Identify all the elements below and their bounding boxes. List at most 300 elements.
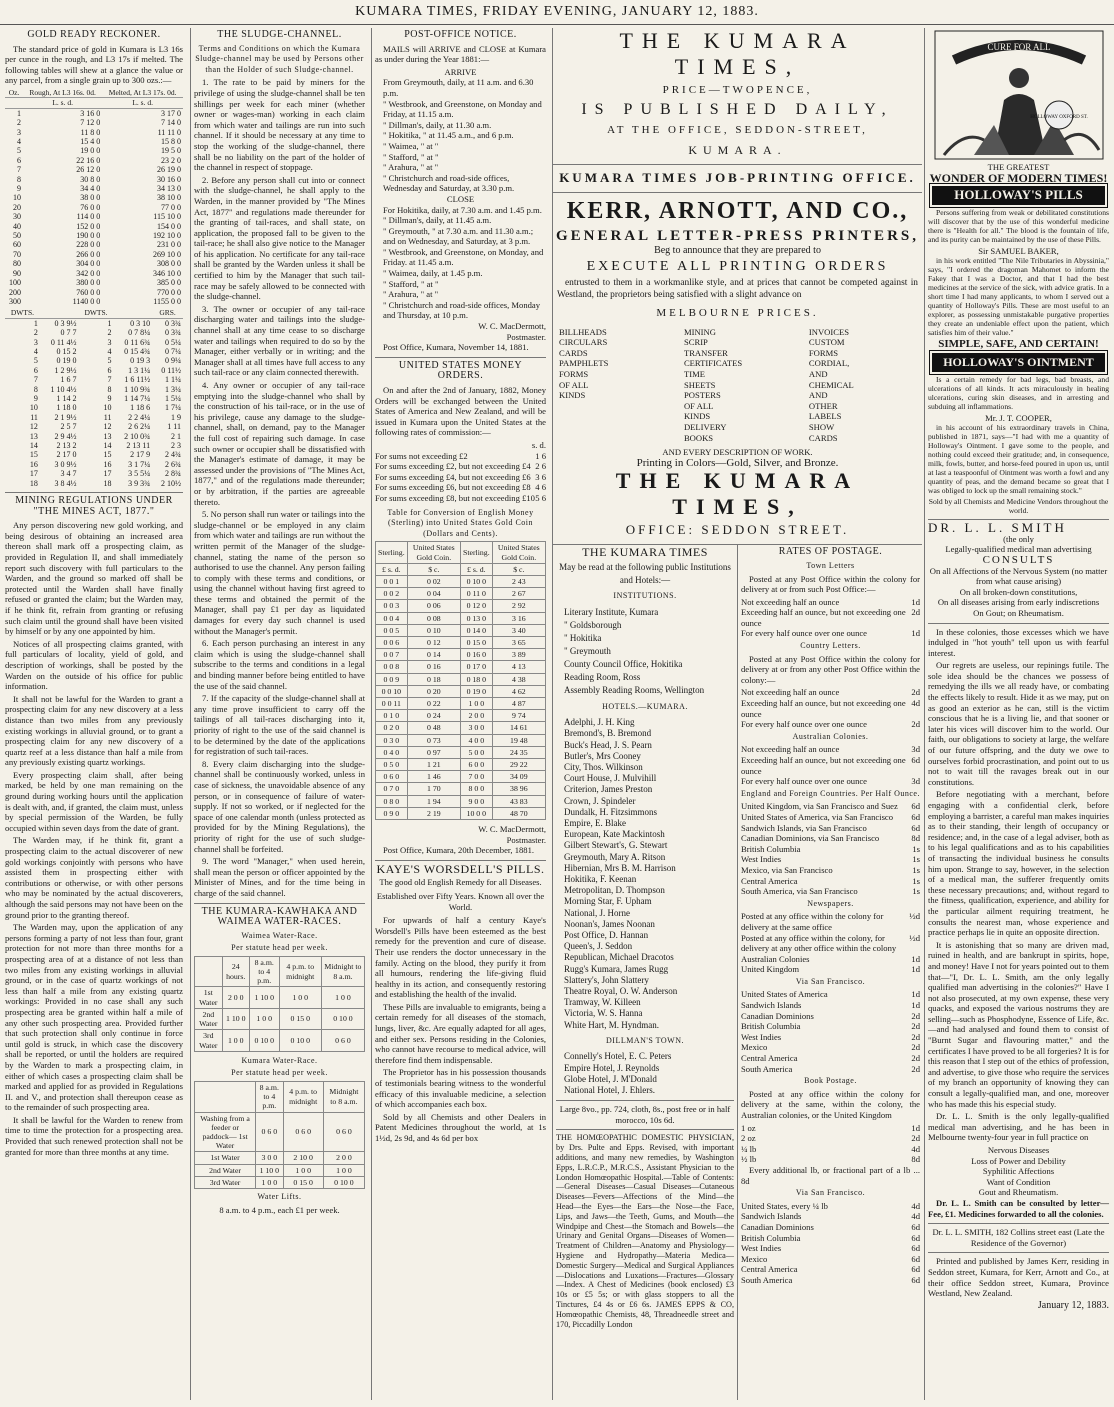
conversion-cell: 34 09: [492, 771, 545, 783]
conversion-cell: 0 3 0: [376, 734, 408, 746]
conversion-cell: 14 61: [492, 722, 545, 734]
conversion-table: [375, 541, 546, 820]
close-line: " Dillman's, daily, at 11.45 a.m.: [383, 215, 492, 226]
dwts-cell: 8: [107, 384, 112, 394]
gold-cell: 5: [17, 146, 21, 156]
smith-only: (the only: [1003, 533, 1034, 544]
rate-value: 3 6: [535, 471, 546, 482]
rate-label: Australian Colonies: [741, 953, 810, 964]
dwts-cell: 11: [103, 412, 112, 422]
gold-cell: 22 16 0: [76, 155, 101, 165]
kaye-sub: The good old English Remedy for all Diseases.: [379, 877, 542, 888]
table-row: [5, 441, 183, 450]
conversion-cell: 1 46: [407, 771, 460, 783]
rate-value: 1s: [912, 843, 920, 854]
mining-paragraph: It shall not be lawful for the Warden to grant a prospecting claim for any new discovery at a less distance than two miles from any previously existing workings in alluvial ground, or to grant a prospecting claim for any new discovery of a quartz reef at a less distance than half a mile from any previously existing quartz workings.: [5, 693, 183, 768]
rate-row: [741, 597, 920, 608]
rate-row: [741, 844, 920, 855]
table-row: [5, 318, 183, 328]
rate-label: Canadian Dominions, via San Francisco: [741, 833, 880, 844]
gold-cell: 192 10 0: [153, 231, 181, 241]
dwts-cell: 0 3¾: [165, 318, 181, 328]
waimea-cell: 2nd Water: [195, 1008, 223, 1029]
gold-cell: 190 0 0: [76, 231, 101, 241]
table-row: [376, 612, 546, 624]
rate-label: British Columbia: [741, 1021, 801, 1032]
dwts-cell: 2 10½: [161, 478, 181, 488]
hotel-item: Noonan's, James Noonan: [564, 918, 655, 929]
entrusted-text: entrusted to them in a workmanlike style, and at prices that cannot be competed against in Westland, the proprietors being satisfied with a slight advance on: [557, 277, 918, 300]
gold-cell: 30 8 0: [80, 174, 101, 184]
dwts-cell: 1 18 0: [56, 403, 77, 413]
table-row: [5, 422, 183, 431]
money-signature-role: Postmaster.: [506, 834, 546, 845]
read-sub: May be read at the following public Institutions and Hotels:—: [559, 561, 731, 585]
conversion-cell: 19 48: [492, 734, 545, 746]
close-lines: [375, 205, 546, 322]
dwts-cell: 8: [33, 384, 38, 394]
table-row: [376, 710, 546, 722]
arrive-lines: [375, 77, 546, 194]
rate-row: [741, 1123, 920, 1134]
kumara-race-cell: 1st Water: [195, 1152, 256, 1164]
smith-line: On all diseases arising from early indiscretions: [937, 597, 1100, 608]
rate-value: 2d: [911, 1063, 920, 1074]
table-row: [5, 297, 183, 306]
table-header-row: [195, 956, 365, 987]
table-header-cell: United States Gold Coin.: [492, 542, 545, 563]
table-header-row: [376, 542, 546, 563]
post-signature: W. C. MacDermott,: [478, 321, 546, 332]
dwts-cell: 6: [33, 365, 38, 375]
rate-label: For every half ounce over one ounce: [741, 776, 867, 787]
table-row: [5, 175, 183, 184]
dwts-cell: 3: [107, 337, 112, 347]
gold-cell: 1140 0 0: [72, 296, 101, 306]
table-row: [5, 479, 183, 488]
table-row: [5, 231, 183, 240]
dwts-cell: 0 15 4¾: [124, 346, 151, 356]
waimea-cell: 1st Water: [195, 987, 223, 1008]
conversion-cell: 4 87: [492, 697, 545, 709]
dwts-cell: 1 10 4½: [50, 384, 77, 394]
rate-row: [741, 989, 920, 1000]
smith-disease: Nervous Diseases: [987, 1145, 1050, 1155]
rate-label: Exceeding half an ounce, but not exceeding one ounce: [741, 698, 906, 719]
table-row: [195, 1112, 365, 1152]
hotel-item: Rugg's Kumara, James Rugg: [564, 963, 669, 974]
dwts-cell: 1 2 9½: [54, 365, 77, 375]
table-row: [195, 1176, 365, 1188]
hotel-item: City, Thos. Wilkinson: [564, 761, 643, 772]
rate-value: 4d: [911, 1211, 920, 1222]
printing-item: FORMS OF ALL KINDS: [559, 368, 589, 401]
kaye-paragraph: The Proprietor has in his possession thousands of testimonials bearing witness to the wonderful efficacy of this invaluable medicine, a selection of which accompanies each box.: [375, 1067, 546, 1110]
rate-label: Mexico, via San Francisco: [741, 864, 833, 875]
kumara-race-cell: 0 15 0: [283, 1176, 323, 1188]
book-postage-rates: [741, 1123, 920, 1165]
conversion-cell: 0 17 0: [461, 661, 493, 673]
dillmans-item: Connelly's Hotel, E. C. Peters: [564, 1051, 672, 1062]
dwts-cell: 1 3¼: [165, 384, 181, 394]
table-row: [5, 413, 183, 422]
dillmans-header: DILLMAN'S TOWN.: [606, 1035, 684, 1045]
kaye-title: KAYE'S WORSDELL'S PILLS.: [376, 861, 545, 876]
dwts-cell: 2 3: [171, 441, 181, 450]
arrive-line: " Christchurch and road-side offices, Wednesday and Saturday, at 3.30 p.m.: [383, 172, 515, 194]
gold-cell: 7 14 0: [161, 118, 181, 128]
table-header-cell: 8 a.m. to 4 p.m.: [256, 1081, 283, 1112]
table-row: [195, 1008, 365, 1029]
dwts-header: DWTS.: [5, 308, 40, 318]
kumara-race-cell: 3rd Water: [195, 1176, 256, 1188]
sludge-paragraph: 3. The owner or occupier of any tail-race discharging water and tailings into the sludge-channel shall at any time cease to so discharge water and tailings when required to do so by the Manager, either verbally or in writing; and the Manager shall at all times have full access to any such tail-race or any claim connected therewith.: [194, 303, 365, 378]
rate-label: For sums exceeding £6, but not exceeding £8: [375, 482, 531, 493]
dwts-cell: 7: [33, 375, 38, 385]
dwts-cell: 11: [30, 412, 38, 422]
dwts-cell: 3 0 9½: [54, 459, 77, 469]
rate-value: 2d: [911, 607, 920, 618]
dwts-cell: 0 9¼: [165, 356, 181, 366]
rate-value: 2d: [911, 1021, 920, 1032]
post-close: CLOSE: [446, 193, 475, 204]
conversion-cell: 0 8 0: [376, 795, 408, 807]
rate-row: [741, 1011, 920, 1022]
close-line: " Stafford, " at ": [383, 278, 439, 289]
hotel-item: Tramway, W. Killeen: [564, 997, 641, 1008]
hotel-item: Gilbert Stewart's, G. Stewart: [564, 840, 668, 851]
via-sf2-rates: [741, 1201, 920, 1286]
mining-paragraph: It shall be lawful for the Warden to renew from time to time the protection for a prospecting area. Provided that such renewed protection shall not be granted for more than three months at any time.: [5, 1114, 183, 1157]
conversion-cell: 0 7 0: [376, 783, 408, 795]
dwts-cell: 16: [29, 459, 38, 469]
waimea-cell: 1 0 0: [321, 987, 364, 1008]
conversion-cell: 0 1 0: [376, 710, 408, 722]
rate-label: Central America: [741, 875, 798, 886]
kumara-race-cell: 1 0 0: [283, 1164, 323, 1176]
gold-cell: 34 4 0: [80, 184, 101, 194]
conversion-cell: 0 06: [407, 600, 460, 612]
gold-cell: 231 0 0: [157, 240, 181, 250]
hotel-item: Theatre Royal, O. W. Anderson: [564, 985, 678, 996]
conversion-cell: 0 0 6: [376, 636, 408, 648]
waimea-cell: 1 0 0: [222, 1030, 249, 1051]
table-header-row: [195, 1081, 365, 1112]
rate-value: 2d: [911, 1053, 920, 1064]
table-row: [376, 758, 546, 770]
rate-row: [741, 876, 920, 887]
table-row: [5, 450, 183, 459]
table-row: [5, 128, 183, 137]
holloway-para-1: Persons suffering from weak or debilitated constitutions will discover that by the use of this wonderful medicine there is "Health for all." The blood is the fountain of life, and its purity can be maintained by the use of these Pills.: [928, 207, 1109, 244]
printing-item: TRANSFER CERTIFICATES: [683, 347, 743, 369]
rate-row: [741, 812, 920, 823]
waimea-cell: 1 10 0: [222, 1008, 249, 1029]
conversion-cell: 2 43: [492, 575, 545, 587]
execute-orders: EXECUTE ALL PRINTING ORDERS: [586, 258, 889, 274]
book-notice: Large 8vo., pp. 724, cloth, 8s., post free or in half morocco, 10s 6d.: [559, 1104, 731, 1125]
gold-cell: 70: [13, 249, 21, 259]
dwts-cell: 3 4 7: [60, 469, 77, 479]
conversion-title: Table for Conversion of English Money (Sterling) into United States Gold Coin (Dollars and Cents).: [387, 507, 534, 538]
rate-value: 1d: [911, 1122, 920, 1133]
dwts-cell: 9: [33, 393, 38, 403]
emblem-text: HOLLOWAY OXFORD ST.: [1029, 115, 1088, 120]
dwts-cell: 1: [33, 318, 38, 328]
conversion-cell: 3 40: [492, 624, 545, 636]
table-row: [5, 193, 183, 202]
table-row: [5, 278, 183, 287]
table-row: [376, 697, 546, 709]
gold-cell: 3 17 0: [161, 108, 181, 118]
table-row: [5, 288, 183, 297]
table-row: [5, 222, 183, 231]
rate-value: 6d: [911, 755, 920, 765]
gold-cell: 760 0 0: [76, 287, 101, 297]
smith-paragraph: Before negotiating with a merchant, before engaging with a confidential clerk, before employing a barrister, a careful man makes inquiries as to their standing, their length of occupancy or residence; and, in the case of a legal adviser, both as to his legal qualifications and as to his capabilities of transacting the individual business he consults him upon. Strange to say, however, in the selection of a medical man, the sufferer frequently omits these necessary precautions; and, without regard to the fitness, qualification, experience, and ability for the particular ailment requiring treatment, he consults the nearest man, whose experience and practice perhaps lie in quite an opposite direction.: [928, 789, 1109, 938]
waimea-cell: 3rd Water: [195, 1030, 223, 1051]
rate-row: [741, 698, 920, 719]
table-row: [376, 636, 546, 648]
table-header-cell: [195, 1081, 256, 1112]
conversion-cell: 0 02: [407, 575, 460, 587]
dwts-cell: 1 6 11½: [124, 375, 151, 385]
table-row: [195, 1152, 365, 1164]
rate-row: [741, 1133, 920, 1144]
rate-row: [741, 1211, 920, 1222]
conversion-cell: 0 18: [407, 673, 460, 685]
dwts-cell: 1 5¼: [165, 393, 181, 403]
dwts-rows: [5, 318, 183, 488]
table-row: [5, 184, 183, 193]
gold-cell: 385 0 0: [157, 278, 181, 288]
rate-value: 2d: [911, 719, 920, 730]
conversion-cell: 0 0 8: [376, 661, 408, 673]
dillmans-item: Globe Hotel, J. M'Donald: [564, 1073, 657, 1084]
gold-cell: 23 2 0: [161, 155, 181, 165]
table-header-row: [376, 563, 546, 575]
table-row: [376, 746, 546, 758]
conversion-cell: 3 65: [492, 636, 545, 648]
rate-label: ¼ lb: [741, 1143, 757, 1154]
mining-paragraph: Any person discovering new gold working, and being desirous of obtaining an increased area thereon shall mark off a prospecting claim, as provided in Regulation II, and shall immediately report such discovery with full particulars to the Warden, and the ground so marked off shall be protected until the Warden shall have finally refused or granted the claim; but the Warden may, if he think fit, refrain from granting or refusing such claim until the ground shall have been visited by himself or by any one appointed by him.: [5, 520, 183, 637]
mining-paras: [5, 520, 183, 1157]
conversion-cell: 6 0 0: [461, 758, 493, 770]
mining-paragraph: Notices of all prospecting claims granted, with full particulars of locality, yield of gold, and description of workings, shall be posted by the Warden on the outside of his office for public information.: [5, 638, 183, 692]
emblem-motto: CURE FOR ALL: [986, 42, 1051, 52]
rate-label: West Indies: [741, 1243, 782, 1254]
table-row: [376, 575, 546, 587]
gold-cell: 30: [13, 212, 21, 222]
table-row: [195, 1030, 365, 1051]
gold-cell: 30 16 0: [157, 174, 181, 184]
printing-item: TIME SHEETS: [683, 368, 716, 390]
rate-value: 1d: [911, 964, 920, 975]
table-row: [376, 624, 546, 636]
conversion-cell: 0 10: [407, 624, 460, 636]
rate-row: [741, 964, 920, 975]
dwts-cell: 0 7 8¼: [128, 328, 151, 338]
baker-name: Sir SAMUEL BAKER,: [978, 245, 1059, 256]
lsd-header: L. s. d.: [102, 98, 183, 108]
conversion-cell: 0 22: [407, 697, 460, 709]
table-row: [376, 649, 546, 661]
printing-item: AND OTHER LABELS: [808, 390, 842, 422]
rate-label: Mexico: [741, 1042, 768, 1053]
rate-value: 6d: [911, 822, 920, 833]
dwts-cell: 4: [33, 346, 38, 356]
post-signature-role: Postmaster.: [506, 331, 546, 342]
rate-value: 6d: [911, 1264, 920, 1275]
conversion-cell: 2 0 0: [461, 710, 493, 722]
gold-cell: 10: [13, 193, 21, 203]
conversion-cell: 43 83: [492, 795, 545, 807]
gold-melted-header: Melted, At L3 17s. 0d.: [102, 88, 183, 98]
table-row: [5, 156, 183, 165]
dwts-cell: 2 5 7: [60, 422, 77, 432]
gold-cell: 100: [9, 278, 21, 288]
conversion-cell: 9 74: [492, 710, 545, 722]
conversion-cell: 10 0 0: [461, 807, 493, 819]
rate-row: [741, 628, 920, 639]
table-row: [5, 366, 183, 375]
dwts-cell: 4: [107, 346, 112, 356]
dwts-cell: 3: [33, 337, 38, 347]
hotel-item: White Hart, M. Hyndman.: [564, 1019, 659, 1030]
gold-cell: 304 0 0: [76, 259, 101, 269]
table-header-cell: $ c.: [492, 563, 545, 575]
arrive-line: " Stafford, " at ": [383, 151, 439, 162]
smith-consults: CONSULTS: [982, 553, 1055, 566]
conversion-cell: 7 0 0: [461, 771, 493, 783]
smith-paragraph: Dr. L. L. Smith is the only legally-qualified medical man advertising, and he has been in Melbourne twenty-four year in full practice on: [928, 1111, 1109, 1143]
rate-value: 6d: [911, 1232, 920, 1243]
hotel-item: Buck's Head, J. S. Pearn: [564, 739, 652, 750]
rate-row: [741, 954, 920, 965]
conversion-cell: 4 38: [492, 673, 545, 685]
postage-column: [738, 545, 922, 1285]
gold-cell: 50: [13, 231, 21, 241]
dwts-cell: 0 3 10: [130, 318, 151, 328]
rate-label: Exceeding half an ounce, but not exceeding one ounce: [741, 755, 906, 776]
holloway-emblem-icon: [934, 30, 1104, 160]
rate-label: For sums exceeding £2, but not exceeding £4: [375, 461, 531, 472]
country-letters-header: Country Letters.: [800, 641, 861, 651]
conversion-cell: 29 22: [492, 758, 545, 770]
newspaper-rates: [741, 911, 920, 975]
rate-row: [741, 933, 920, 954]
dwts-cell: 15: [103, 450, 112, 460]
rate-label: United States of America, via San Francisco: [741, 811, 894, 822]
institution-item: County Council Office, Hokitika: [564, 658, 683, 669]
mining-paragraph: The Warden may, if he think fit, grant a prospecting claim to the actual discoverer of new gold workings conjointly with persons who have assisted them in prospecting either with contributions or otherwise, or with other persons who may be nominated by the actual discoverers, although the said persons may not have been on the ground prior to the granting thereof.: [5, 835, 183, 920]
institution-item: " Greymouth: [564, 645, 611, 656]
money-intro: On and after the 2nd of January, 1882, Money Orders will be exchanged between the United States of America and New Zealand, and will be issued in Kumara upon the United States at the following rates of commission:—: [375, 385, 546, 438]
table-row: [5, 118, 183, 127]
hotels-header: HOTELS.—KUMARA.: [602, 701, 688, 711]
table-header-cell: 4 p.m. to midnight: [283, 1081, 323, 1112]
table-header-cell: Midnight to 8 a.m.: [323, 1081, 364, 1112]
mining-paragraph: The Warden may, upon the application of any persons forming a party of not less than four, grant protection for not more than three months for a prospecting area of at a distance of not less than two miles from any existing workings in alluvial ground, or in the case of quartz workings of not less than half a mile from any existing quartz workings: Provided in no case shall any such prospecting area be granted within half a mile of any other such prospecting area. Provided further that such protection shall only continue in force until gold is struck, in which case the discovery shall be reported, or until the holders are required by the Warden to mark a prospecting claim, in either of which cases a prospecting claim shall be marked and applied for as provided in Regulations II. and V., and protection shall thereupon cease as to the remainder of such prospecting area.: [5, 922, 183, 1113]
kumara-race-cell: 0 6 0: [283, 1112, 323, 1152]
book-postage-intro: Posted at any office within the colony for delivery at the same, within the colony, the Australian colonies, or the United Kingdom: [741, 1088, 920, 1120]
smith-paras: [928, 627, 1109, 1144]
kaye-paragraph: For upwards of half a century Kaye's Worsdell's Pills have been esteemed as the best remedy for the prevention and cure of disease. Their use renders the doctor unnecessary in the family. Acting on the blood, they purify it from all humours, rendering the life-giving fluid healthy in its action, and consequently restoring and establishing the health of the invalid.: [375, 915, 546, 1000]
rate-label: ½ lb: [741, 1154, 757, 1165]
rate-row: [741, 607, 920, 628]
rate-value: 2d: [911, 687, 920, 698]
conversion-cell: 0 15 0: [461, 636, 493, 648]
smith-lines: [928, 566, 1109, 619]
gold-table: [5, 88, 183, 306]
close-line: " Waimea, daily, at 1.45 p.m.: [383, 268, 483, 279]
hotel-item: Bremond's, B. Bremond: [564, 728, 652, 739]
table-row: [376, 588, 546, 600]
kumara-race-table: [194, 1081, 365, 1189]
dwts-cell: 1 1¼: [165, 375, 181, 385]
sludge-paras: [194, 77, 365, 898]
mining-paragraph: Every prospecting claim shall, after being marked, be held by one man remaining on the ground during working hours until the application is dealt with, and, if granted, the claim must, unless by special permission of the Warden, be fully occupied within seven days from the date of grant.: [5, 769, 183, 833]
conversion-cell: 0 12: [407, 636, 460, 648]
homeopathic-notice: THE HOMŒOPATHIC DOMESTIC PHYSICIAN, by Drs. Pulte and Epps. Revised, with important additions, and many new remedies, by Washington Epps, L.R.C.P., M.R.C.S., Assistant Physician to the London Homœopathic Hospital.—Table of Contents:—General Diseases—Casual Diseases—Cutaneous Diseases—Fevers—Affections of the Mind—the Head—the Eyes—the Ears—the Nose—the Face, Lips, and Jaws—the Teeth, Gums, and Mouth—the Windpipe and Chest—the Stomach and Bowels—the Urinary and Genital Organs—Diseases of Women—Treatment of Children—Anatomy and Physiology—Hygiene and Hydropathy—Materia Medica—Domestic Surgery—Medical and Surgical Appliances—Dislocations and Luxations—Fractures—Glossary—Index. A Chest of Medicines (book enclosed) £3 10s or £5 5s; or with glass stoppers to all the Tinctures, £4 4s or £6 6s. JAMES EPPS & CO, Homœopathic Chemists, 48, Threadneedle street and 170, Piccadilly London: [556, 1133, 734, 1329]
table-header-cell: United States Gold Coin.: [407, 542, 460, 563]
hotel-item: Crown, J. Spindeler: [564, 795, 636, 806]
rate-row: [741, 719, 920, 730]
gold-cell: 266 0 0: [76, 249, 101, 259]
dwts-cell: 17: [103, 469, 112, 479]
gold-cell: 26 19 0: [157, 165, 181, 175]
rate-row: [741, 1042, 920, 1053]
sludge-paragraph: 5. No person shall run water or tailings into the sludge-channel or be employed in any claim from which water and tailings are run without the written permit of the Manager of the sludge-channel, stating the name of the person so authorised to use the channel. Any person failing to comply with these terms and conditions, or using the channel without having first agreed to these terms and obtained the permit of the Manager, shall pay £1 per day as liquidated damages for every day such channel is used without the Manager's permit.: [194, 509, 365, 636]
rate-value: 4d: [911, 698, 920, 709]
hotel-item: Court House, J. Mulvihill: [564, 773, 657, 784]
grs-header: GRS.: [152, 308, 183, 318]
post-arrive: ARRIVE: [444, 66, 477, 77]
waimea-title: THE KUMARA-KAWHAKA AND WAIMEA WATER-RACES.: [201, 905, 358, 928]
rate-value: 3d: [911, 776, 920, 787]
gold-cell: 15 8 0: [161, 137, 181, 146]
rate-label: Sandwich Islands, via San Francisco: [741, 822, 867, 833]
gold-cell: 11 11 0: [157, 127, 181, 137]
times-title: THE KUMARA TIMES,: [619, 28, 856, 79]
table-row: [5, 250, 183, 259]
smith-paragraph: It is astonishing that so many are driven mad, ruined in health, and are bankrupt in spirits, hope, and money! Have I not for years pointed out to them that—"I, Dr. L. L. Smith, am the only legally qualified man advertising in the colonies?" Have I not also prosecuted, at my own expense, these very quacks, and exposed the various nostrums they are selling—such as Phosphodyne, Essence of Life, &c.—and had analysed and found them to consist of "Burnt Sugar and flavouring matter," and the certificates I have proved to be all forgeries? It is for this reason that I step out of the ethics of profession, and advertise, to give those who require the services of my branch an opportunity of knowing they can consult a legally-qualified man, and one, moreover who has made this his especial study.: [928, 939, 1109, 1109]
england-header: England and Foreign Countries. Per Half Ounce.: [741, 788, 920, 798]
table-header-cell: 24 hours.: [222, 956, 249, 987]
gold-cell: 19 0 0: [80, 146, 101, 156]
institution-item: Assembly Reading Rooms, Wellington: [564, 684, 705, 695]
rate-row: [375, 493, 546, 504]
conversion-cell: 1 21: [407, 758, 460, 770]
dwts-cell: 2: [107, 328, 112, 338]
institutions-list: [556, 606, 734, 697]
kaye-sub2: Established over Fifty Years. Known all over the World.: [376, 890, 545, 912]
table-row: [376, 771, 546, 783]
greatest-text: THE GREATEST: [987, 162, 1050, 172]
dwts-cell: 2 2 4¼: [128, 412, 151, 422]
rate-row: [375, 482, 546, 493]
kaye-paras: [375, 915, 546, 1143]
gold-rows: [5, 108, 183, 306]
rate-value: 2 6: [535, 461, 546, 472]
smith-line: On Gout; on Rheumatism.: [973, 607, 1064, 618]
gold-cell: 152 0 0: [76, 221, 101, 231]
institutions-header: INSTITUTIONS.: [613, 590, 677, 600]
smith-disease: Gout and Rheumatism.: [978, 1187, 1059, 1198]
waimea-cell: 1 0 0: [279, 987, 321, 1008]
rate-value: 1d: [911, 1000, 920, 1011]
table-row: [5, 385, 183, 394]
